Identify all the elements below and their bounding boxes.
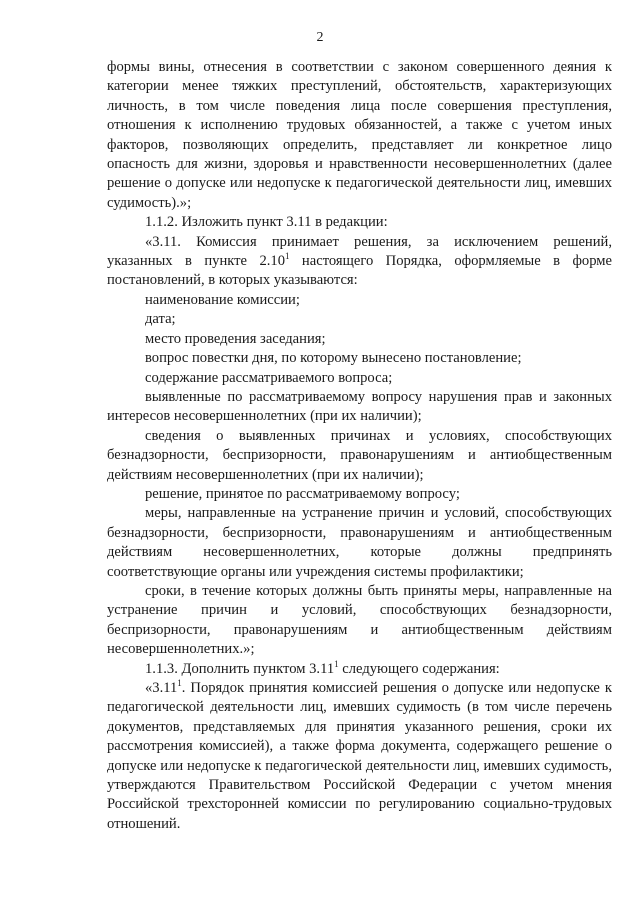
- paragraph-1-1-2: 1.1.2. Изложить пункт 3.11 в редакции:: [145, 214, 388, 231]
- text-fragment: . Порядок принятия комиссией решения о допуске или недопуске к педагогической деятельности лиц, имевших судимость (в том числе перечень документов, представляемых для принятия указанного решения, сроки их рассмотрения комиссией), а также форма документа, содержащего решение о допуске или недопуске к педагогической деятельности лиц, имевших судимость, утверждаются Правительством Российской Федерации с учетом мнения Российской трехсторонней комиссии по регулированию социально-трудовых отношений.: [107, 680, 612, 832]
- paragraph-1-1-3: [107, 660, 612, 679]
- list-item: содержание рассматриваемого вопроса;: [145, 369, 393, 386]
- page-number: 2: [316, 30, 324, 45]
- document-body: [107, 58, 612, 834]
- list-item: дата;: [145, 311, 176, 328]
- paragraph-continuation: формы вины, отнесения в соответствии с законом совершенного деяния к категории менее тяжких преступлений, обстоятельств, характеризующих личность, в том числе поведения лица после совершения преступления, отношения к исполнению трудовых обязанностей, а также с учетом иных факторов, позволяющих определить, представляет ли конкретное лицо опасность для жизни, здоровья и нравственности несовершеннолетних (далее решение о допуске или недопуске к педагогической деятельности лиц, имевших судимость).»;: [107, 59, 612, 211]
- list-item: меры, направленные на устранение причин и условий, способствующих безнадзорности, беспризорности, правонарушениям и антиобщественным действиям несовершеннолетних, которые должны предпринять соответствующие органы или учреждения системы профилактики;: [107, 505, 612, 580]
- text-fragment: настоящего Порядка, оформляемые в форме постановлений, в которых указываются:: [107, 253, 613, 289]
- list-item: наименование комиссии;: [145, 291, 300, 308]
- superscript: 1: [334, 658, 339, 669]
- list-item: вопрос повестки дня, по которому вынесено постановление;: [145, 350, 522, 367]
- list-item: выявленные по рассматриваемому вопросу нарушения прав и законных интересов несовершеннолетних (при их наличии);: [107, 388, 612, 425]
- list-item: сведения о выявленных причинах и условиях, способствующих безнадзорности, беспризорности, правонарушениям и антиобщественным действиям несовершеннолетних (при их наличии);: [107, 427, 612, 483]
- superscript: 1: [285, 251, 290, 262]
- paragraph-3-11-1: [107, 679, 612, 834]
- text-fragment: «3.11. Комиссия принимает решения, за исключением решений, указанных в пункте 2.10: [107, 233, 612, 270]
- text-fragment: «3.11: [145, 680, 178, 696]
- superscript: 1: [177, 678, 182, 689]
- text-fragment: 1.1.3. Дополнить пунктом 3.11: [145, 660, 335, 677]
- list-item: место проведения заседания;: [145, 330, 326, 347]
- paragraph-3-11: [107, 233, 612, 291]
- list-item: решение, принятое по рассматриваемому вопросу;: [145, 485, 460, 502]
- list-item: сроки, в течение которых должны быть приняты меры, направленные на устранение причин и условий, способствующих безнадзорности, беспризорности, правонарушениям и антиобщественным действиям несовершеннолетних.»;: [107, 582, 612, 658]
- text-fragment: следующего содержания:: [338, 660, 500, 677]
